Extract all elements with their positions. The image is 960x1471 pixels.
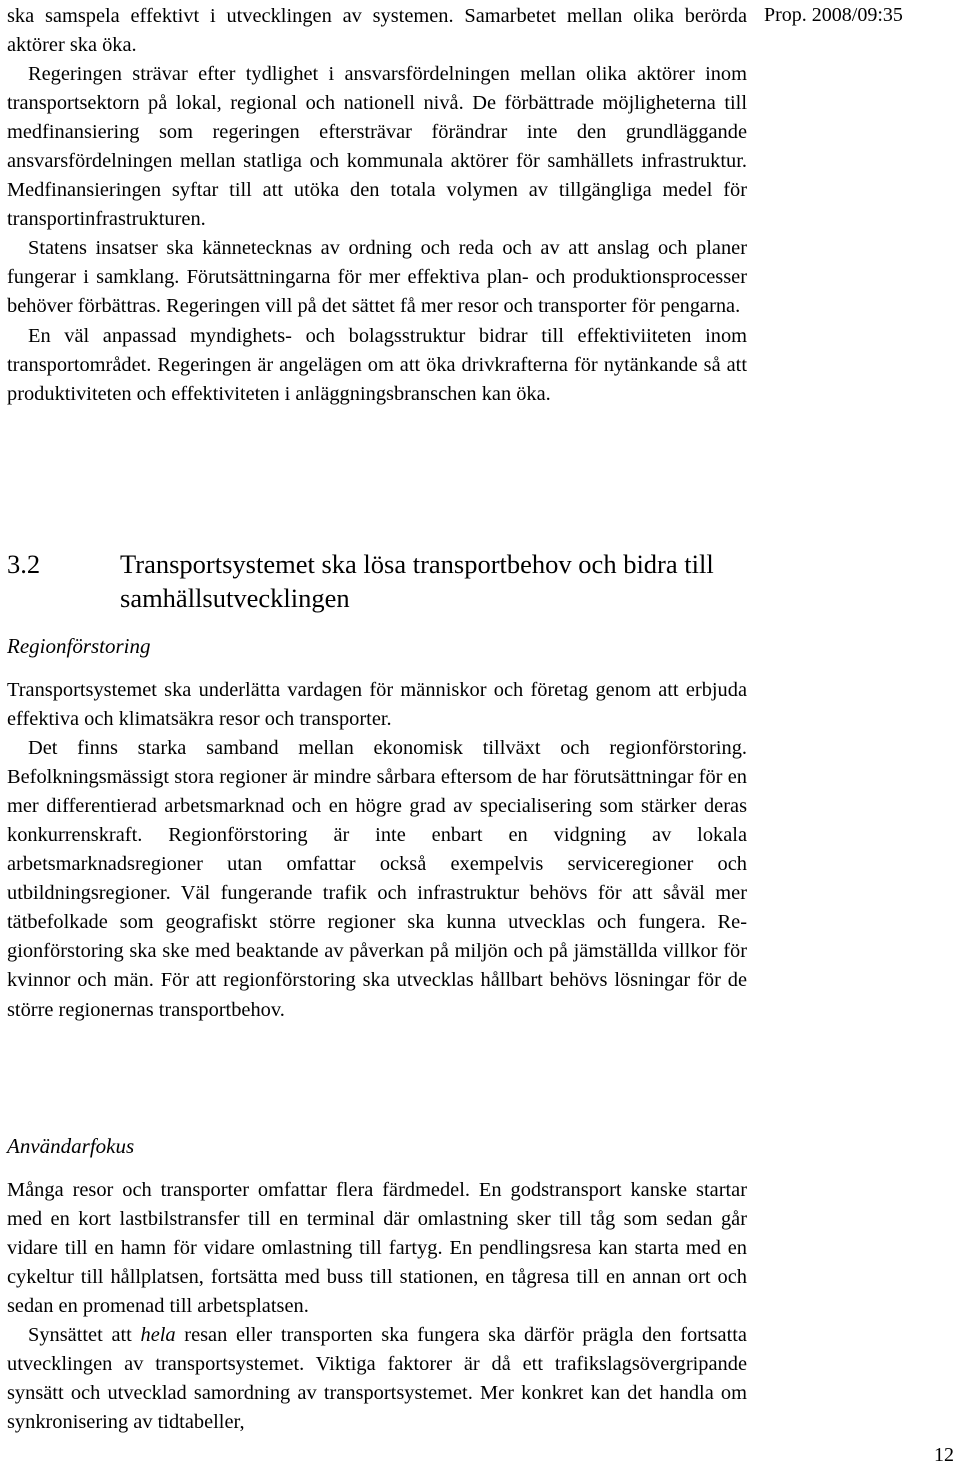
regionforstoring-paragraph-1: Transportsystemet ska underlätta vardagen för människor och företag genom att erbjuda effektiva och klimatsäkra resor och transporter.: [7, 679, 747, 731]
anvandarfokus-paragraph-1: Många resor och transporter omfattar flera färdmedel. En godstransport kanske startar med en kort lastbilstransfer till en terminal där omlastning sker till tåg som sedan går vidare till en hamn för vidare omlastning till fartyg. En pendlingsresa kan starta med en cykeltur till hållplatsen, fortsätta med buss till stationen, en tågresa till en annan ort och sedan en promenad till arbetsplatsen.: [7, 1179, 747, 1318]
intro-paragraph-3: Statens insatser ska kännetecknas av ordning och reda och av att anslag och planer fungerar i samklang. Förutsättningarna för mer effektiva plan- och produktionsprocesser behöver förbättras. Regeringen vill på det sättet få mer resor och transporter för pengarna.: [7, 237, 747, 318]
anvandarfokus-text-block: [7, 1176, 747, 1437]
regionforstoring-text-block: [7, 676, 747, 1025]
paragraph-2-lead: Synsättet att: [28, 1324, 141, 1347]
paragraph-2-rest: resan eller transporten ska fungera ska därför prägla den fortsatta utvecklingen av transportsystemet. Viktiga faktorer är då ett trafikslagsövergripande synsätt och utvecklad samordning av transportsystemet. Mer konkret kan det handla om synkronisering av tidtabeller,: [7, 1324, 747, 1434]
subsection-heading-anvandarfokus: Användarfokus: [7, 1134, 135, 1158]
intro-paragraph-2: Regeringen strävar efter tydlighet i ansvarsfördelningen mellan olika aktörer inom transportsektorn på lokal, regional och nationell nivå. De förbättrade möjligheterna till medfinansiering som regeringen eftersträvar förändrar inte den grundläggande ansvarsfördelningen mellan statliga och kommunala aktörer för samhällets infrastruktur. Medfinansieringen syftar till att utöka den totala volymen av tillgängliga medel för transportinfrastrukturen.: [7, 63, 747, 231]
regionforstoring-paragraph-2: Det finns starka samband mellan ekonomisk tillväxt och regionförstoring. Befolkningsmässigt stora regioner är mindre sårbara eftersom de har förutsättningar för en mer differentierad arbetsmarknad och en högre grad av specialisering som stärker deras konkurrenskraft. Regionförstoring är inte enbart en vidgning av lokala arbetsmarknadsregioner utan omfattar också exempelvis serviceregioner och utbildningsregioner. Väl fungerande trafik och infrastruktur behövs för att såväl mer tätbefolkade som geografiskt större regioner ska kunna utvecklas och fungera. Regionförstoring ska ske med beaktande av påverkan på miljön och på jämställda villkor för kvinnor och män. För att regionförstoring ska utvecklas hållbart behövs lösningar för de större regionernas transportbehov.: [7, 737, 747, 1021]
section-title: Transportsystemet ska lösa transportbehov och bidra till samhällsutvecklingen: [120, 549, 714, 613]
proposition-reference: Prop. 2008/09:35: [764, 4, 903, 26]
paragraph-2-emphasis: hela: [140, 1324, 176, 1347]
subsection-heading-regionforstoring: Regionförstoring: [7, 634, 151, 658]
intro-paragraph-1: ska samspela effektivt i utvecklingen av systemen. Samarbetet mellan olika berörda aktörer ska öka.: [7, 5, 747, 57]
section-number: 3.2: [7, 549, 41, 579]
anvandarfokus-paragraph-2: [7, 1321, 747, 1437]
intro-paragraph-4: En väl anpassad myndighets- och bolagsstruktur bidrar till effektiviiteten inom transportområdet. Regeringen är angelägen om att öka drivkrafterna för nytänkande så att produktiviteten och effektiviteten i anläggningsbranschen kan öka.: [7, 324, 747, 405]
intro-text-block: [7, 2, 747, 409]
page-number: 12: [934, 1444, 954, 1466]
